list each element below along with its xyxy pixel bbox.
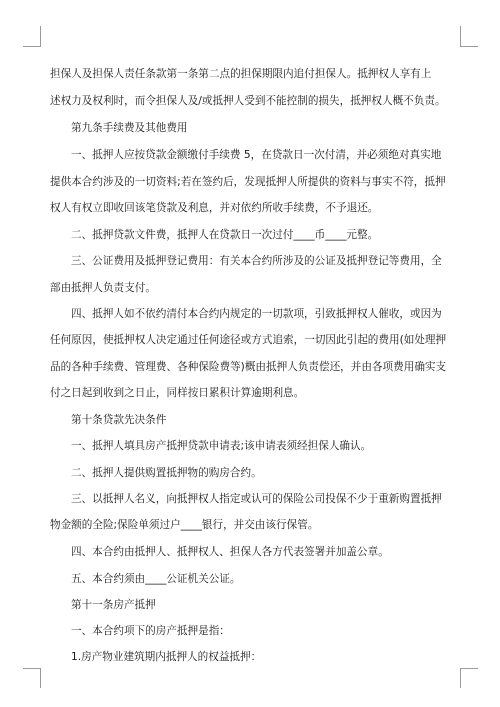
corner-mark-top-right-horizontal [460,46,478,47]
corner-mark-top-left-horizontal [23,46,41,47]
paragraph-line: 物金额的全险;保险单须过户____银行，并交由该行保管。 [50,519,319,531]
paragraph-line: 品的各种手续费、管理费、各种保险费等)概由抵押人负责偿还，并由各项费用确实支 [50,361,447,373]
corner-mark-bottom-left-horizontal [23,668,41,669]
paragraph-line: 部由抵押人负责支付。 [50,282,156,294]
paragraph-line: 一、抵押人应按贷款金额缴付手续费 5，在贷款日一次付清，并必须绝对真实地 [71,149,442,161]
paragraph-line: 任何原因，使抵押权人决定通过任何途径或方式追索，一切因此引起的费用(如处理押 [50,334,447,346]
section-heading: 第十条贷款先决条件 [71,414,167,426]
paragraph-line: 付之日起到收到之日止，同样按日累积计算逾期利息。 [50,387,305,399]
paragraph-line: 一、本合约项下的房产抵押是指： [71,625,230,637]
corner-mark-bottom-right-vertical [460,668,461,688]
paragraph-line: 担保人及担保人责任条款第一条第二点的担保期限内追付担保人。抵押权人享有上 [50,68,432,80]
corner-mark-top-right-vertical [460,26,461,46]
paragraph-line: 一、抵押人填具房产抵押贷款申请表;该申请表须经担保人确认。 [71,440,372,452]
paragraph-line: 四、本合约由抵押人、抵押权人、担保人各方代表签署并加盖公章。 [71,546,389,558]
paragraph-line: 三、公证费用及抵押登记费用：有关本合约所涉及的公证及抵押登记等费用，全 [71,255,442,267]
paragraph-line: 提供本合约涉及的一切资料;若在签约后，发现抵押人所提供的资料与事实不符，抵押 [50,176,446,188]
corner-mark-bottom-right-horizontal [460,668,478,669]
paragraph-line: 四、抵押人如不依约清付本合约内规定的一切款项，引致抵押权人催收，或因为 [71,308,442,320]
paragraph-line: 述权力及权利时，而令担保人及/或抵押人受到不能控制的损失，抵押权人概不负责。 [50,95,446,107]
paragraph-line: 权人有权立即收回该笔贷款及利息，并对依约所收手续费，不予退还。 [50,202,379,214]
paragraph-line: 二、抵押贷款文件费，抵押人在贷款日一次过付____币____元整。 [71,229,379,241]
corner-mark-top-left-vertical [40,26,41,46]
paragraph-line: 1.房产物业建筑期内抵押人的权益抵押： [71,651,262,663]
paragraph-line: 二、抵押人提供购置抵押物的购房合约。 [71,467,262,479]
corner-mark-bottom-left-vertical [40,668,41,688]
paragraph-line: 三、以抵押人名义，向抵押权人指定或认可的保险公司投保不少于重新购置抵押 [71,493,442,505]
section-heading: 第十一条房产抵押 [71,599,156,611]
paragraph-line: 五、本合约须由____公证机关公证。 [71,573,241,585]
section-heading: 第九条手续费及其他费用 [71,122,188,134]
